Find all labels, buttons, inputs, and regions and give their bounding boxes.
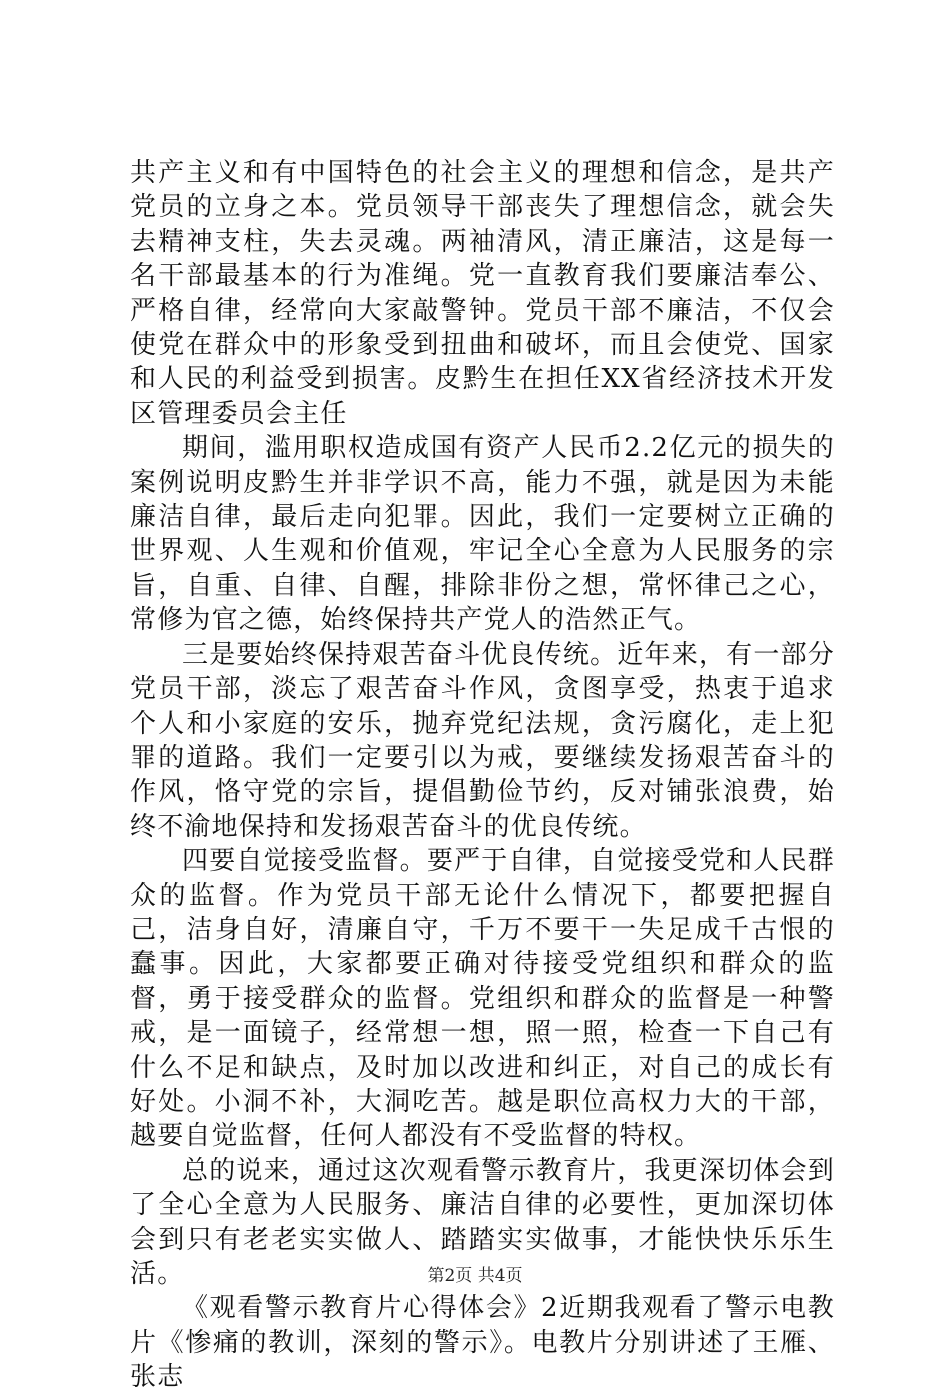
paragraph-next-article: 《观看警示教育片心得体会》2近期我观看了警示电教片《惨痛的教训，深刻的警示》。电教片分别讲述了王雁、张志: [130, 1293, 835, 1393]
paragraph-ideals: 共产主义和有中国特色的社会主义的理想和信念，是共产党员的立身之本。党员领导干部丧失了理想信念，就会失去精神支柱，失去灵魂。两袖清风，清正廉洁，这是每一名干部最基本的行为准绳。党一直教育我们要廉洁奉公、严格自律，经常向大家敲警钟。党员干部不廉洁，不仅会使党在群众中的形象受到扭曲和破坏，而且会使党、国家和人民的利益受到损害。皮黔生在担任XX省经济技术开发区管理委员会主任: [130, 158, 835, 429]
document-body: [130, 156, 835, 1395]
page-footer: 第2页 共4页: [427, 1266, 523, 1286]
paragraph-hard-work: 三是要始终保持艰苦奋斗优良传统。近年来，有一部分党员干部，淡忘了艰苦奋斗作风，贪图享受，热衷于追求个人和小家庭的安乐，抛弃党纪法规，贪污腐化，走上犯罪的道路。我们一定要引以为戒，要继续发扬艰苦奋斗的作风，恪守党的宗旨，提倡勤俭节约，反对铺张浪费，始终不渝地保持和发扬艰苦奋斗的优良传统。: [130, 639, 835, 842]
paragraph-case-example: 期间，滥用职权造成国有资产人民币2.2亿元的损失的案例说明皮黔生并非学识不高，能力不强，就是因为未能廉洁自律，最后走向犯罪。因此，我们一定要树立正确的世界观、人生观和价值观，牢记全心全意为人民服务的宗旨，自重、自律、自醒，排除非份之想，常怀律己之心，常修为官之德，始终保持共产党人的浩然正气。: [130, 433, 835, 636]
paragraph-summary: 总的说来，通过这次观看警示教育片，我更深切体会到了全心全意为人民服务、廉洁自律的必要性，更加深切体会到只有老老实实做人、踏踏实实做事，才能快快乐乐生活。: [130, 1155, 835, 1289]
paragraph-supervision: 四要自觉接受监督。要严于自律，自觉接受党和人民群众的监督。作为党员干部无论什么情况下，都要把握自己，洁身自好，清廉自守，千万不要干一失足成千古恨的蠢事。因此，大家都要正确对待接受党组织和群众的监督，勇于接受群众的监督。党组织和群众的监督是一种警戒，是一面镜子，经常想一想，照一照，检查一下自己有什么不足和缺点，及时加以改进和纠正，对自己的成长有好处。小洞不补，大洞吃苦。越是职位高权力大的干部，越要自觉监督，任何人都没有不受监督的特权。: [130, 846, 835, 1152]
